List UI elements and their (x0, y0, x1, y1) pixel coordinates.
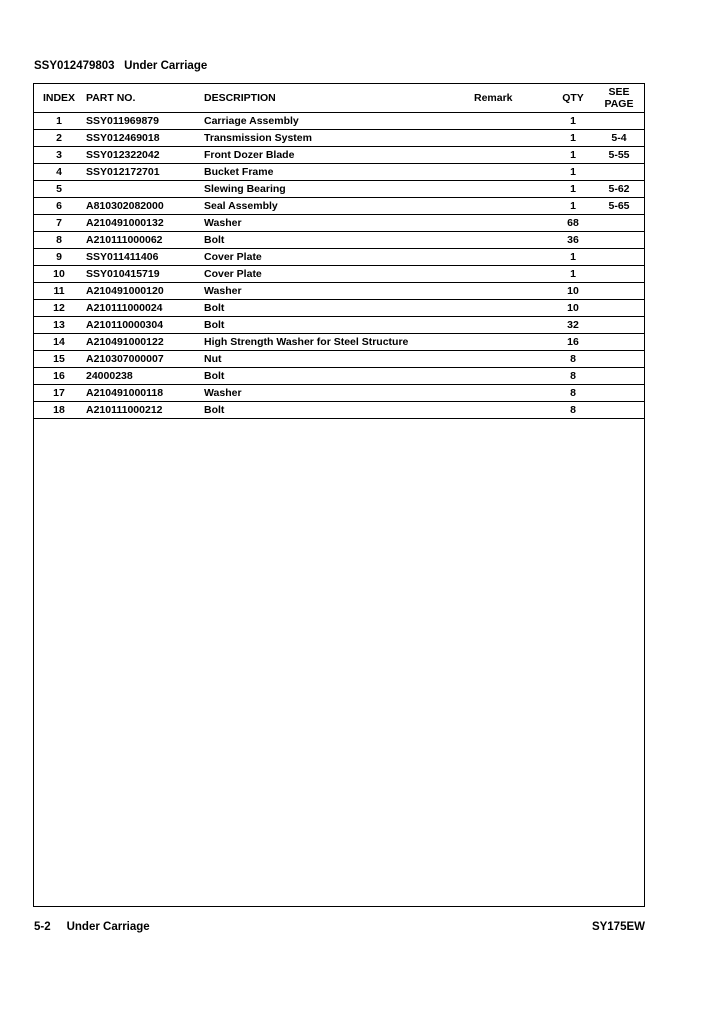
cell-see-page (594, 215, 644, 232)
footer-page-section: 5-2 Under Carriage (34, 921, 150, 933)
cell-description: Washer (204, 283, 474, 300)
table-row (34, 113, 644, 130)
col-header-description: DESCRIPTION (204, 84, 474, 113)
table-row (34, 385, 644, 402)
cell-index: 11 (34, 283, 84, 300)
cell-description: Bucket Frame (204, 164, 474, 181)
cell-qty: 1 (552, 147, 594, 164)
table-body (34, 113, 644, 419)
cell-qty: 36 (552, 232, 594, 249)
cell-remark (474, 215, 552, 232)
cell-remark (474, 300, 552, 317)
cell-see-page (594, 232, 644, 249)
cell-remark (474, 266, 552, 283)
cell-remark (474, 198, 552, 215)
cell-see-page (594, 249, 644, 266)
cell-index: 2 (34, 130, 84, 147)
cell-qty: 32 (552, 317, 594, 334)
cell-see-page (594, 266, 644, 283)
cell-description: Bolt (204, 232, 474, 249)
table-row (34, 300, 644, 317)
cell-remark (474, 385, 552, 402)
cell-remark (474, 334, 552, 351)
cell-index: 3 (34, 147, 84, 164)
cell-qty: 10 (552, 283, 594, 300)
col-header-index: INDEX (34, 84, 84, 113)
cell-description: Seal Assembly (204, 198, 474, 215)
cell-part-no: A210110000304 (84, 317, 204, 334)
cell-index: 5 (34, 181, 84, 198)
cell-remark (474, 113, 552, 130)
cell-index: 14 (34, 334, 84, 351)
cell-see-page: 5-65 (594, 198, 644, 215)
parts-table-frame (33, 83, 645, 907)
table-row (34, 164, 644, 181)
cell-part-no: A210491000120 (84, 283, 204, 300)
cell-remark (474, 232, 552, 249)
cell-see-page: 5-55 (594, 147, 644, 164)
cell-qty: 1 (552, 249, 594, 266)
cell-part-no: A210111000212 (84, 402, 204, 419)
cell-description: Nut (204, 351, 474, 368)
cell-see-page (594, 402, 644, 419)
cell-see-page: 5-62 (594, 181, 644, 198)
cell-index: 12 (34, 300, 84, 317)
cell-description: Bolt (204, 300, 474, 317)
footer-model: SY175EW (591, 921, 645, 933)
table-row (34, 147, 644, 164)
cell-part-no: A210491000122 (84, 334, 204, 351)
col-header-see-page (594, 84, 644, 113)
cell-description: Front Dozer Blade (204, 147, 474, 164)
table-row (34, 249, 644, 266)
table-row (34, 334, 644, 351)
cell-qty: 1 (552, 113, 594, 130)
col-header-see-line2: PAGE (604, 98, 634, 110)
cell-description: Bolt (204, 402, 474, 419)
table-row (34, 198, 644, 215)
cell-remark (474, 402, 552, 419)
cell-index: 6 (34, 198, 84, 215)
cell-qty: 8 (552, 402, 594, 419)
cell-description: Cover Plate (204, 249, 474, 266)
cell-part-no: SSY010415719 (84, 266, 204, 283)
cell-index: 13 (34, 317, 84, 334)
cell-qty: 1 (552, 266, 594, 283)
cell-qty: 8 (552, 368, 594, 385)
cell-qty: 8 (552, 351, 594, 368)
table-row (34, 283, 644, 300)
page-title: SSY012479803 Under Carriage (34, 60, 208, 72)
cell-index: 9 (34, 249, 84, 266)
cell-see-page (594, 334, 644, 351)
cell-part-no: SSY011411406 (84, 249, 204, 266)
table-row (34, 130, 644, 147)
table-row (34, 266, 644, 283)
cell-see-page (594, 113, 644, 130)
cell-part-no: A210491000118 (84, 385, 204, 402)
col-header-qty: QTY (552, 84, 594, 113)
table-header-row (34, 84, 644, 113)
cell-description: Washer (204, 385, 474, 402)
cell-see-page: 5-4 (594, 130, 644, 147)
cell-index: 1 (34, 113, 84, 130)
cell-qty: 1 (552, 198, 594, 215)
cell-see-page (594, 300, 644, 317)
cell-part-no: 24000238 (84, 368, 204, 385)
cell-qty: 1 (552, 130, 594, 147)
col-header-see-line1: SEE (608, 86, 630, 98)
cell-description: Cover Plate (204, 266, 474, 283)
cell-part-no: SSY011969879 (84, 113, 204, 130)
cell-qty: 68 (552, 215, 594, 232)
table-row (34, 368, 644, 385)
cell-part-no: A210111000024 (84, 300, 204, 317)
cell-part-no: SSY012172701 (84, 164, 204, 181)
cell-index: 15 (34, 351, 84, 368)
cell-remark (474, 147, 552, 164)
cell-see-page (594, 317, 644, 334)
cell-index: 16 (34, 368, 84, 385)
cell-description: Transmission System (204, 130, 474, 147)
cell-qty: 1 (552, 164, 594, 181)
cell-description: Carriage Assembly (204, 113, 474, 130)
cell-index: 18 (34, 402, 84, 419)
cell-qty: 8 (552, 385, 594, 402)
cell-part-no: A210491000132 (84, 215, 204, 232)
table-row (34, 232, 644, 249)
cell-part-no: A210307000007 (84, 351, 204, 368)
table-row (34, 402, 644, 419)
cell-qty: 16 (552, 334, 594, 351)
cell-see-page (594, 385, 644, 402)
cell-description: Bolt (204, 317, 474, 334)
cell-remark (474, 317, 552, 334)
col-header-remark: Remark (474, 84, 552, 113)
cell-part-no: A810302082000 (84, 198, 204, 215)
cell-remark (474, 249, 552, 266)
cell-remark (474, 351, 552, 368)
cell-see-page (594, 164, 644, 181)
cell-qty: 1 (552, 181, 594, 198)
cell-remark (474, 164, 552, 181)
table-row (34, 215, 644, 232)
cell-description: Washer (204, 215, 474, 232)
cell-index: 10 (34, 266, 84, 283)
cell-index: 8 (34, 232, 84, 249)
parts-table (34, 84, 644, 419)
cell-see-page (594, 283, 644, 300)
cell-description: Slewing Bearing (204, 181, 474, 198)
table-row (34, 351, 644, 368)
cell-remark (474, 368, 552, 385)
cell-part-no: SSY012322042 (84, 147, 204, 164)
cell-index: 17 (34, 385, 84, 402)
cell-part-no: SSY012469018 (84, 130, 204, 147)
cell-part-no: A210111000062 (84, 232, 204, 249)
cell-see-page (594, 351, 644, 368)
table-row (34, 317, 644, 334)
cell-part-no (84, 181, 204, 198)
cell-remark (474, 130, 552, 147)
table-row (34, 181, 644, 198)
cell-description: High Strength Washer for Steel Structure (204, 334, 474, 351)
cell-index: 7 (34, 215, 84, 232)
col-header-part-no: PART NO. (84, 84, 204, 113)
cell-index: 4 (34, 164, 84, 181)
cell-see-page (594, 368, 644, 385)
cell-qty: 10 (552, 300, 594, 317)
cell-remark (474, 181, 552, 198)
cell-remark (474, 283, 552, 300)
cell-description: Bolt (204, 368, 474, 385)
